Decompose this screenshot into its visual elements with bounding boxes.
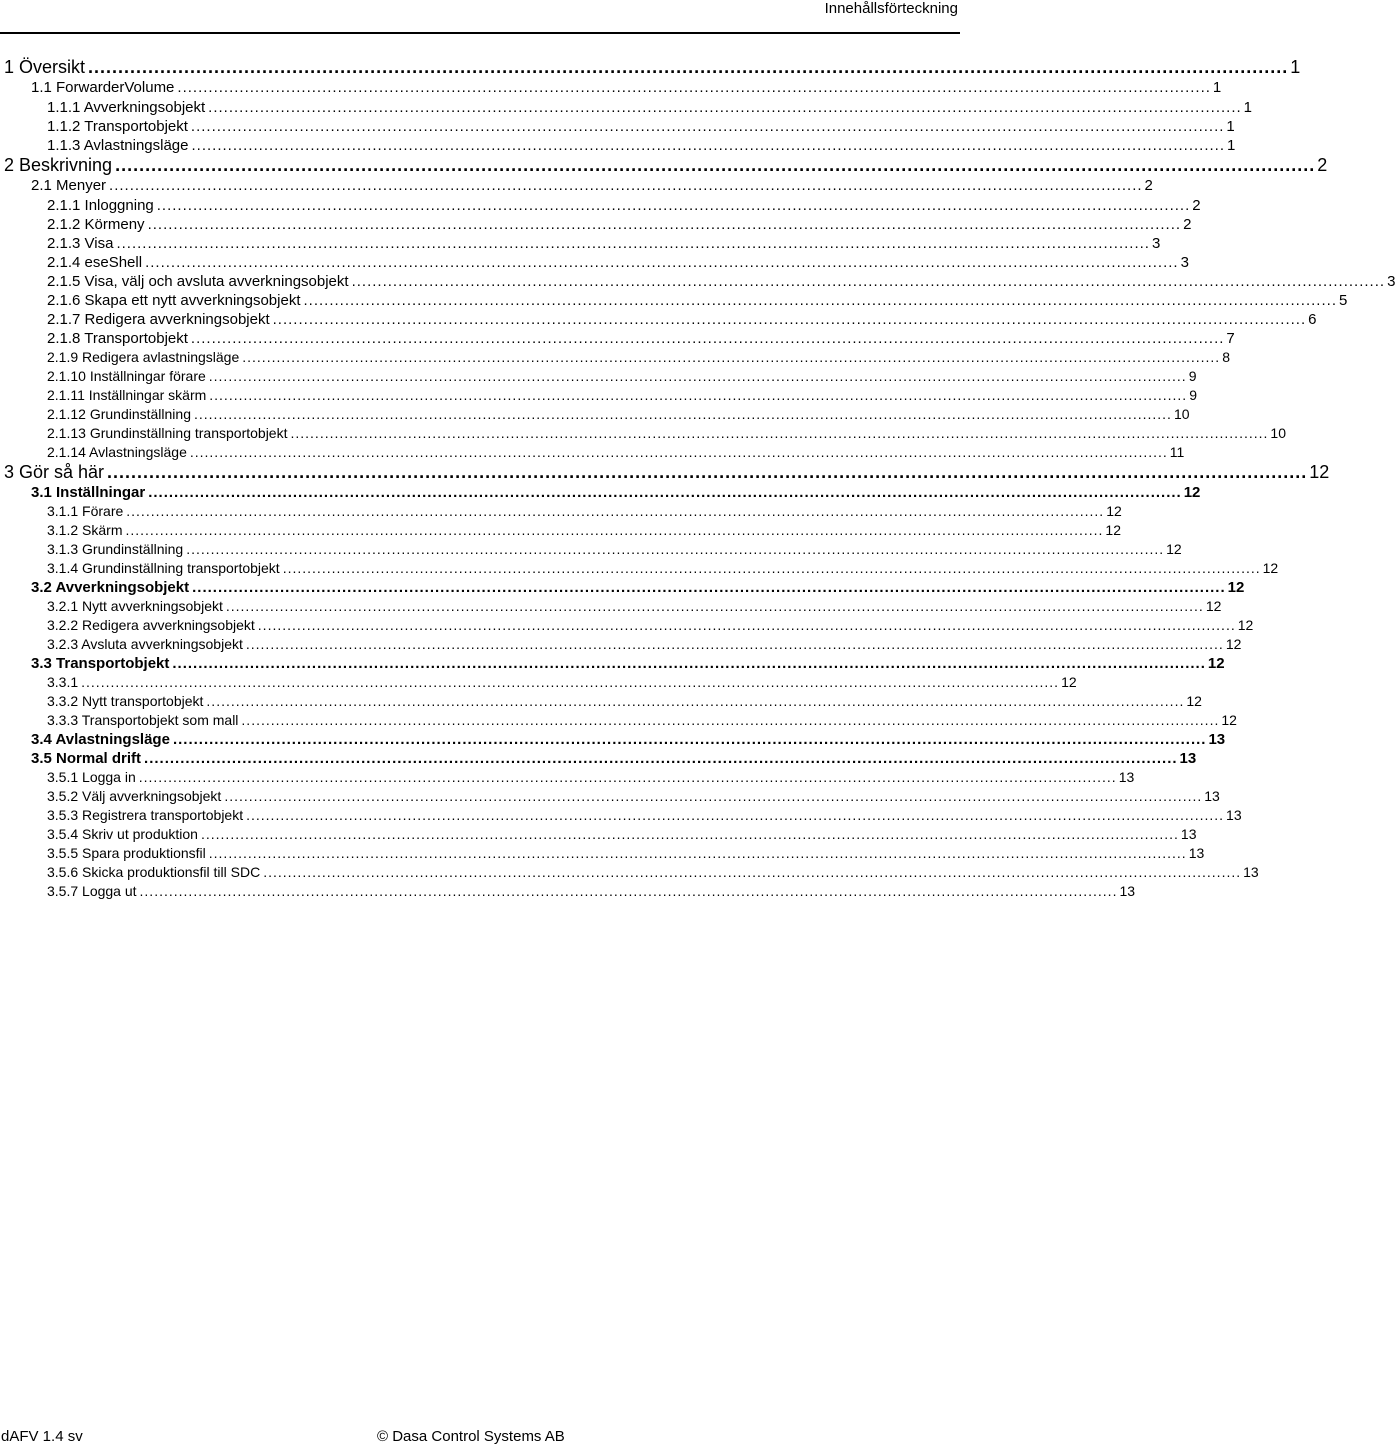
toc-entry-page: 13 [1188,845,1205,861]
toc-entry[interactable] [0,882,1136,901]
toc-entry[interactable] [0,272,1395,291]
toc-entry-label: 3.2.3 Avsluta avverkningsobjekt [47,636,243,652]
toc-entry-label: 3.1.2 Skärm [47,522,123,538]
toc-entry-label: 3.3 Transportobjekt [31,655,170,672]
toc-entry-label: 2.1.7 Redigera avverkningsobjekt [47,311,270,328]
toc-entry[interactable] [0,635,1242,654]
toc-dot-leader: ........................................................................................................................................................................................................ [145,254,1179,271]
toc-entry[interactable] [0,215,1192,234]
toc-dot-leader: ........................................................................................................................................................................................................ [257,617,1236,633]
toc-entry[interactable] [0,521,1121,540]
toc-dot-leader: ........................................................................................................................................................................................................ [190,330,1225,347]
toc-dot-leader: ........................................................................................................................................................................................................ [200,826,1179,842]
toc-entry-page: 9 [1188,368,1197,384]
toc-entry-page: 2 [1317,155,1328,175]
toc-entry[interactable] [0,787,1220,806]
toc-dot-leader: ........................................................................................................................................................................................................ [209,387,1188,403]
toc-entry[interactable] [0,291,1348,310]
toc-dot-leader: ........................................................................................................................................................................................................ [186,541,1165,557]
toc-entry-label: 3.3.2 Nytt transportobjekt [47,693,204,709]
table-of-contents [0,57,1395,901]
toc-entry-page: 12 [1227,579,1245,596]
toc-entry[interactable] [0,78,1222,98]
toc-dot-leader: ........................................................................................................................................................................................................ [191,137,1225,154]
toc-entry-page: 13 [1208,731,1226,748]
toc-dot-leader: ........................................................................................................................................................................................................ [246,807,1225,823]
toc-entry-label: 1.1.3 Avlastningsläge [47,137,189,154]
toc-entry-label: 3.5.2 Välj avverkningsobjekt [47,788,222,804]
toc-entry-label: 2.1.12 Grundinställning [47,406,191,422]
toc-entry-label: 2 Beskrivning [4,155,113,175]
toc-entry-page: 13 [1119,883,1136,899]
toc-entry[interactable] [0,348,1230,367]
toc-dot-leader: ........................................................................................................................................................................................................ [225,598,1204,614]
toc-dot-leader: ........................................................................................................................................................................................................ [282,560,1261,576]
toc-entry-page: 10 [1270,425,1286,441]
toc-dot-leader: ........................................................................................................................................................................................................ [126,503,1105,519]
toc-entry[interactable] [0,559,1279,578]
toc-entry-page: 12 [1166,541,1182,557]
toc-entry-page: 12 [1225,636,1242,652]
toc-entry-label: 2.1.14 Avlastningsläge [47,444,187,460]
toc-entry[interactable] [0,692,1202,711]
toc-entry-page: 1 [1290,57,1301,77]
toc-dot-leader: ........................................................................................................................................................................................................ [272,311,1307,328]
toc-entry-label: 2.1.9 Redigera avlastningsläge [47,349,240,365]
toc-entry[interactable] [0,310,1317,329]
toc-entry[interactable] [0,386,1197,405]
toc-dot-leader: ........................................................................................................................................................................................................ [139,883,1118,899]
toc-dot-leader: ........................................................................................................................................................................................................ [242,349,1221,365]
toc-entry[interactable] [0,616,1254,635]
toc-dot-leader: ........................................................................................................................................................................................................ [192,579,1226,596]
toc-entry-page: 9 [1189,387,1197,403]
toc-entry-page: 3 [1151,235,1161,252]
toc-entry[interactable] [0,863,1259,882]
toc-entry[interactable] [0,711,1237,730]
toc-entry-label: 3.1.3 Grundinställning [47,541,184,557]
toc-entry[interactable] [0,367,1197,386]
toc-entry[interactable] [0,462,1330,483]
toc-entry-page: 10 [1173,406,1190,422]
toc-entry-page: 12 [1237,617,1254,633]
toc-entry-label: 3.5.5 Spara produktionsfil [47,845,206,861]
toc-entry-page: 12 [1205,598,1222,614]
toc-entry-label: 2.1.10 Inställningar förare [47,368,206,384]
toc-dot-leader: ........................................................................................................................................................................................................ [147,216,1182,233]
toc-entry-label: 2.1.1 Inloggning [47,197,154,214]
toc-entry-page: 12 [1207,655,1225,672]
toc-dot-leader: ........................................................................................................................................................................................................ [109,177,1143,194]
toc-entry-label: 3.5.3 Registrera transportobjekt [47,807,244,823]
toc-entry-page: 2 [1144,177,1153,194]
toc-entry-page: 12 [1262,560,1279,576]
toc-entry[interactable] [0,196,1201,215]
toc-entry-label: 2.1.11 Inställningar skärm [47,387,207,403]
toc-entry[interactable] [0,405,1190,424]
toc-entry-page: 12 [1221,712,1237,728]
toc-entry-label: 2.1.2 Körmeny [47,216,145,233]
toc-dot-leader: ........................................................................................................................................................................................................ [138,769,1117,785]
toc-entry-label: 1.1.2 Transportobjekt [47,118,188,135]
toc-entry-label: 2.1 Menyer [31,177,107,194]
toc-entry[interactable] [0,234,1161,253]
toc-dot-leader: ........................................................................................................................................................................................................ [144,750,1178,767]
toc-entry-page: 6 [1308,311,1317,328]
toc-entry-label: 1 Översikt [4,57,86,77]
toc-entry[interactable] [0,155,1328,176]
toc-entry-label: 3.1 Inställningar [31,484,146,501]
toc-entry-page: 13 [1243,864,1259,880]
toc-entry-label: 3.5.1 Logga in [47,769,136,785]
toc-entry[interactable] [0,844,1205,863]
toc-entry-label: 2.1.8 Transportobjekt [47,330,188,347]
toc-entry-page: 2 [1183,216,1192,233]
toc-entry[interactable] [0,825,1197,844]
toc-entry-label: 3.2 Avverkningsobjekt [31,579,190,596]
toc-entry[interactable] [0,768,1135,787]
toc-dot-leader: ........................................................................................................................................................................................................ [351,273,1386,290]
toc-dot-leader: ........................................................................................................................................................................................................ [190,118,1225,135]
toc-entry-page: 8 [1222,349,1230,365]
toc-entry-page: 12 [1105,522,1121,538]
toc-entry-label: 3.3.3 Transportobjekt som mall [47,712,239,728]
toc-entry-page: 1 [1243,99,1253,116]
toc-entry-label: 3.1.4 Grundinställning transportobjekt [47,560,280,576]
toc-entry-page: 3 [1387,273,1395,290]
toc-dot-leader: ........................................................................................................................................................................................................ [245,636,1224,652]
toc-dot-leader: ........................................................................................................................................................................................................ [208,845,1187,861]
toc-entry[interactable] [0,176,1153,196]
toc-entry-page: 1 [1227,137,1236,154]
toc-dot-leader: ........................................................................................................................................................................................................ [189,444,1168,460]
toc-entry-label: 3.5 Normal drift [31,750,142,767]
toc-entry-page: 2 [1192,197,1201,214]
toc-entry-label: 3 Gör så här [4,462,105,482]
toc-dot-leader: ........................................................................................................................................................................................................ [148,484,1182,501]
toc-entry-page: 13 [1179,750,1197,767]
toc-entry-page: 12 [1183,484,1201,501]
header-divider [0,32,960,34]
toc-entry[interactable] [0,502,1122,521]
toc-entry-page: 7 [1226,330,1235,347]
toc-dot-leader: ........................................................................................................................................................................................................ [208,368,1187,384]
toc-entry-page: 5 [1338,292,1348,309]
toc-entry[interactable] [0,443,1185,462]
toc-entry-label: 1.1 ForwarderVolume [31,79,175,96]
toc-entry[interactable] [0,730,1226,749]
toc-entry-page: 13 [1204,788,1220,804]
toc-dot-leader: ........................................................................................................................................................................................................ [208,99,1242,116]
toc-entry[interactable] [0,136,1236,155]
toc-dot-leader: ........................................................................................................................................................................................................ [177,79,1211,96]
toc-entry-label: 3.1.1 Förare [47,503,124,519]
toc-entry-label: 3.5.4 Skriv ut produktion [47,826,198,842]
toc-entry-label: 3.2.2 Redigera avverkningsobjekt [47,617,255,633]
toc-entry-page: 13 [1226,807,1242,823]
toc-entry[interactable] [0,253,1189,272]
toc-entry[interactable] [0,483,1201,502]
toc-dot-leader: ........................................................................................................................................................................................................ [156,197,1191,214]
toc-dot-leader: ........................................................................................................................................................................................................ [263,864,1242,880]
toc-entry-page: 12 [1186,693,1202,709]
toc-dot-leader: ........................................................................................................................................................................................................ [81,674,1060,690]
toc-entry-page: 11 [1169,444,1185,460]
toc-entry[interactable] [0,597,1222,616]
footer-copyright: © Dasa Control Systems AB [377,1428,565,1445]
toc-entry-page: 13 [1118,769,1135,785]
toc-dot-leader: ........................................................................................................................................................................................................ [88,57,1289,77]
toc-entry-label: 3.4 Avlastningsläge [31,731,170,748]
toc-entry[interactable] [0,654,1225,673]
toc-dot-leader: ........................................................................................................................................................................................................ [115,155,1316,175]
toc-entry[interactable] [0,329,1235,348]
toc-entry-page: 12 [1061,674,1077,690]
toc-entry-page: 3 [1180,254,1189,271]
toc-entry-label: 3.3.1 [47,674,79,690]
page-header-title: Innehållsförteckning [824,0,958,17]
footer-document-id: dAFV 1.4 sv [1,1428,83,1445]
toc-entry-page: 1 [1212,79,1222,96]
toc-entry[interactable] [0,806,1242,825]
toc-entry-label: 1.1.1 Avverkningsobjekt [47,99,206,116]
toc-dot-leader: ........................................................................................................................................................................................................ [125,522,1104,538]
toc-entry-label: 3.2.1 Nytt avverkningsobjekt [47,598,223,614]
toc-entry[interactable] [0,98,1253,117]
toc-dot-leader: ........................................................................................................................................................................................................ [303,292,1337,309]
toc-entry-label: 3.5.6 Skicka produktionsfil till SDC [47,864,261,880]
toc-entry[interactable] [0,673,1077,692]
toc-entry[interactable] [0,578,1245,597]
toc-dot-leader: ........................................................................................................................................................................................................ [290,425,1269,441]
toc-entry[interactable] [0,117,1235,136]
toc-dot-leader: ........................................................................................................................................................................................................ [206,693,1185,709]
toc-entry-label: 2.1.4 eseShell [47,254,143,271]
toc-entry-page: 12 [1106,503,1122,519]
toc-dot-leader: ........................................................................................................................................................................................................ [172,655,1206,672]
toc-entry-page: 12 [1309,462,1330,482]
toc-dot-leader: ........................................................................................................................................................................................................ [194,406,1172,422]
toc-entry-page: 13 [1180,826,1197,842]
toc-dot-leader: ........................................................................................................................................................................................................ [241,712,1220,728]
toc-entry[interactable] [0,424,1286,443]
toc-dot-leader: ........................................................................................................................................................................................................ [224,788,1203,804]
toc-entry[interactable] [0,540,1182,559]
toc-dot-leader: ........................................................................................................................................................................................................ [172,731,1207,748]
toc-entry[interactable] [0,57,1301,78]
toc-entry-page: 1 [1226,118,1235,135]
toc-entry[interactable] [0,749,1197,768]
toc-entry-label: 2.1.5 Visa, välj och avsluta avverkningsobjekt [47,273,349,290]
toc-entry-label: 2.1.13 Grundinställning transportobjekt [47,425,288,441]
toc-dot-leader: ........................................................................................................................................................................................................ [107,462,1308,482]
toc-entry-label: 2.1.3 Visa [47,235,114,252]
toc-dot-leader: ........................................................................................................................................................................................................ [116,235,1150,252]
toc-entry-label: 2.1.6 Skapa ett nytt avverkningsobjekt [47,292,301,309]
toc-entry-label: 3.5.7 Logga ut [47,883,137,899]
